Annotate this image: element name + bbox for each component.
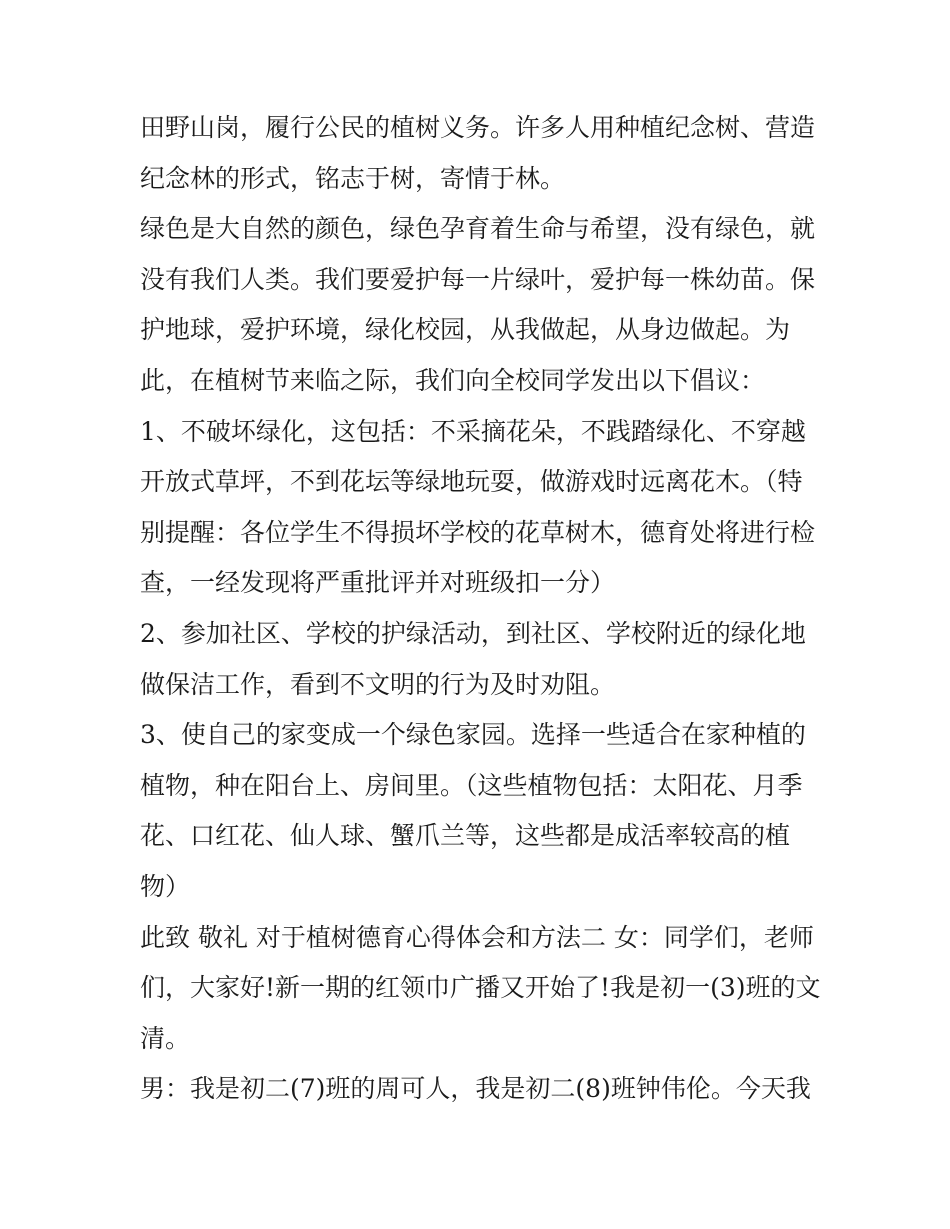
text-line: 此致 敬礼 对于植树德育心得体会和方法二 女：同学们，老师 <box>140 922 814 952</box>
text-line: 绿色是大自然的颜色，绿色孕育着生命与希望，没有绿色，就 <box>140 214 816 244</box>
text-line: 开放式草坪，不到花坛等绿地玩耍，做游戏时远离花木。（特 <box>140 467 803 497</box>
text-line: 没有我们人类。我们要爱护每一片绿叶，爱护每一株幼苗。保 <box>140 264 816 294</box>
text-line: 田野山岗，履行公民的植树义务。许多人用种植纪念树、营造 <box>140 113 816 142</box>
text-line: 纪念林的形式，铭志于树，寄情于林。 <box>140 163 566 193</box>
text-line: 2、参加社区、学校的护绿活动，到社区、学校附近的绿化地 <box>140 618 806 648</box>
text-line: 植物，种在阳台上、房间里。（这些植物包括：太阳花、月季 <box>140 770 803 800</box>
document-body <box>140 103 820 1115</box>
text-line: 别提醒：各位学生不得损坏学校的花草树木，德育处将进行检 <box>140 517 816 547</box>
text-line: 3、使自己的家变成一个绿色家园。选择一些适合在家种植的 <box>140 720 806 750</box>
text-line: 查，一经发现将严重批评并对班级扣一分） <box>140 568 616 598</box>
text-line: 做保洁工作，看到不文明的行为及时劝阻。 <box>140 669 616 699</box>
text-line: 此，在植树节来临之际，我们向全校同学发出以下倡议： <box>140 365 766 395</box>
text-line: 清。 <box>140 1023 191 1053</box>
text-line: 物） <box>140 871 191 901</box>
text-line: 1、不破坏绿化，这包括：不采摘花朵，不践踏绿化、不穿越 <box>140 416 806 446</box>
text-line: 花、口红花、仙人球、蟹爪兰等，这些都是成活率较高的植 <box>140 821 791 851</box>
text-line: 护地球，爱护环境，绿化校园，从我做起，从身边做起。为 <box>140 315 791 345</box>
text-line: 男：我是初二(7)班的周可人，我是初二(8)班钟伟伦。今天我 <box>140 1074 811 1104</box>
text-line: 们，大家好!新一期的红领巾广播又开始了!我是初一(3)班的文 <box>140 973 821 1003</box>
